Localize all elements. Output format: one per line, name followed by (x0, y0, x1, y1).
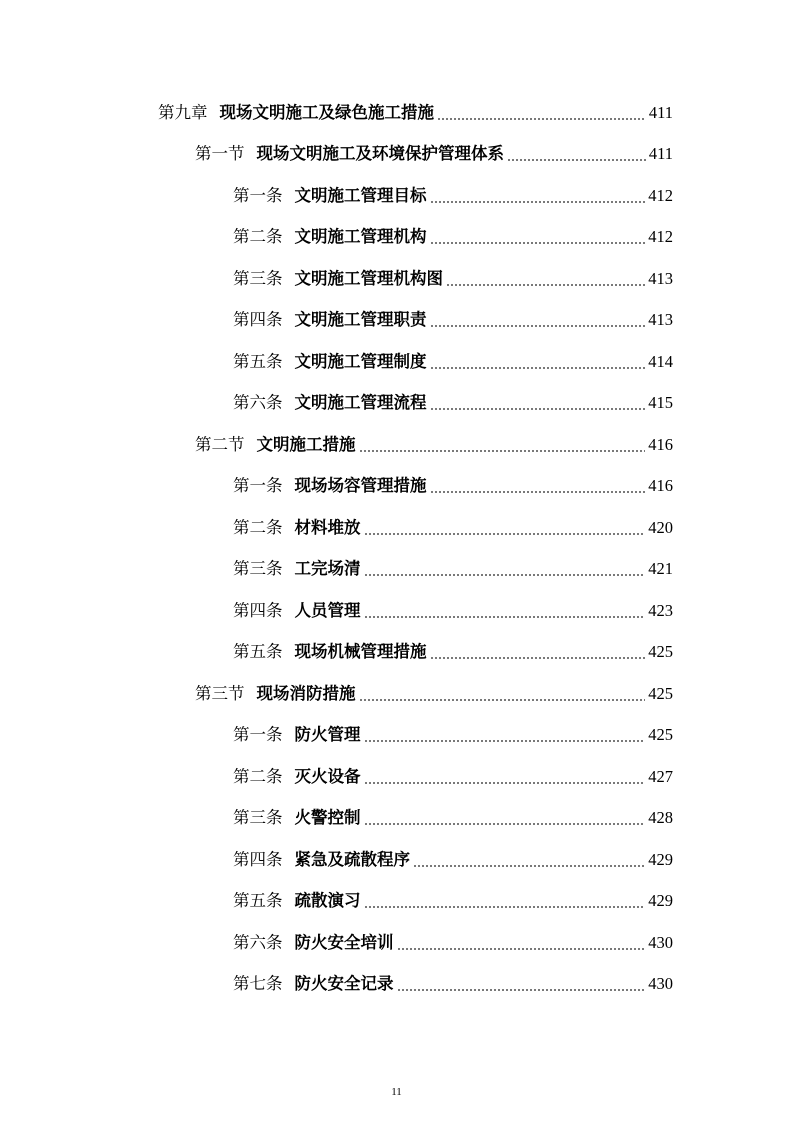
toc-entry-title: 文明施工管理制度 (294, 351, 427, 371)
toc-entry-number: 第二条 (233, 227, 283, 246)
toc-entry-page: 430 (648, 974, 673, 993)
toc-entry-title: 防火安全培训 (294, 932, 394, 952)
dot-leader (507, 146, 646, 162)
toc-entry-page: 421 (648, 559, 673, 578)
toc-entry-title: 防火安全记录 (294, 974, 394, 993)
dot-leader (364, 603, 646, 619)
toc-entry-page: 416 (648, 476, 673, 495)
toc-entry-title: 工完场清 (294, 559, 361, 578)
dot-leader (364, 561, 646, 577)
toc-article[interactable] (0, 258, 793, 300)
toc-section[interactable] (0, 424, 793, 466)
toc-entry-title: 现场文明施工及环境保护管理体系 (256, 144, 504, 163)
toc-entry-title: 现场消防措施 (256, 683, 356, 703)
toc-entry-page: 425 (648, 642, 673, 661)
toc-entry-title: 疏散演习 (294, 891, 361, 910)
dot-leader (364, 727, 646, 743)
toc-section[interactable] (0, 673, 793, 715)
toc-article[interactable] (0, 715, 793, 757)
toc-article[interactable] (0, 756, 793, 798)
dot-leader (430, 188, 646, 204)
toc-entry-title: 防火管理 (294, 725, 361, 744)
toc-entry-title: 现场场容管理措施 (294, 476, 427, 495)
toc-entry-title: 灭火设备 (294, 766, 361, 786)
toc-entry-number: 第二条 (233, 517, 283, 537)
toc-entry-title: 现场机械管理措施 (294, 642, 427, 661)
dot-leader (430, 478, 646, 494)
toc-entry-page: 416 (648, 434, 673, 454)
toc-entry-number: 第六条 (233, 393, 283, 412)
toc-entry-page: 425 (648, 725, 673, 744)
toc-entry-number: 第四条 (233, 600, 283, 620)
toc-article[interactable] (0, 341, 793, 383)
toc-article[interactable] (0, 798, 793, 840)
toc-article[interactable] (0, 549, 793, 591)
toc-entry-page: 429 (648, 891, 673, 910)
toc-entry-title: 人员管理 (294, 600, 361, 620)
dot-leader (359, 437, 646, 453)
toc-section[interactable] (0, 134, 793, 176)
dot-leader (430, 312, 646, 328)
dot-leader (430, 354, 646, 370)
toc-entry-page: 413 (648, 310, 673, 329)
toc-entry-page: 428 (648, 808, 673, 827)
toc-entry-page: 415 (648, 393, 673, 412)
toc-entry-number: 第二节 (195, 434, 245, 454)
toc-article[interactable] (0, 300, 793, 342)
toc-entry-page: 414 (648, 351, 673, 371)
dot-leader (397, 935, 646, 951)
dot-leader (446, 271, 645, 287)
toc-entry-title: 紧急及疏散程序 (294, 849, 410, 869)
toc-article[interactable] (0, 175, 793, 217)
toc-entry-title: 文明施工管理流程 (294, 393, 427, 412)
toc-article[interactable] (0, 839, 793, 881)
toc-entry-number: 第四条 (233, 849, 283, 869)
toc-entry-page: 412 (648, 185, 673, 205)
toc-article[interactable] (0, 632, 793, 674)
toc-entry-number: 第五条 (233, 351, 283, 371)
dot-leader (359, 686, 646, 702)
toc-entry-page: 411 (648, 102, 673, 122)
toc-entry-number: 第四条 (233, 310, 283, 329)
dot-leader (364, 520, 646, 536)
toc-article[interactable] (0, 507, 793, 549)
toc-entry-page: 412 (648, 227, 673, 246)
page-number: 11 (391, 1086, 402, 1098)
toc-entry-number: 第二条 (233, 766, 283, 786)
toc-entry-title: 文明施工管理职责 (294, 310, 427, 329)
toc-entry-title: 文明施工管理机构图 (294, 268, 443, 288)
toc-entry-number: 第三节 (195, 683, 245, 703)
toc-entry-number: 第六条 (233, 932, 283, 952)
toc-article[interactable] (0, 922, 793, 964)
toc-entry-title: 现场文明施工及绿色施工措施 (219, 102, 434, 122)
toc-article[interactable] (0, 881, 793, 923)
toc-entry-page: 430 (648, 932, 673, 952)
dot-leader (364, 769, 646, 785)
toc-entry-number: 第三条 (233, 559, 283, 578)
toc-entry-number: 第七条 (233, 974, 283, 993)
toc-entry-title: 材料堆放 (294, 517, 361, 537)
toc-entry-title: 文明施工管理机构 (294, 227, 427, 246)
dot-leader (430, 229, 646, 245)
toc-entry-title: 文明施工措施 (256, 434, 356, 454)
dot-leader (364, 893, 646, 909)
toc-entry-number: 第九章 (158, 102, 208, 122)
toc-entry-title: 文明施工管理目标 (294, 185, 427, 205)
toc-entry-number: 第五条 (233, 891, 283, 910)
toc-article[interactable] (0, 217, 793, 259)
table-of-contents (0, 92, 793, 1005)
toc-entry-title: 火警控制 (294, 808, 361, 827)
toc-entry-page: 425 (648, 683, 673, 703)
toc-chapter[interactable] (0, 92, 793, 134)
toc-article[interactable] (0, 964, 793, 1006)
dot-leader (364, 810, 646, 826)
toc-entry-number: 第三条 (233, 808, 283, 827)
toc-entry-number: 第一条 (233, 476, 283, 495)
dot-leader (430, 644, 646, 660)
toc-entry-number: 第五条 (233, 642, 283, 661)
dot-leader (430, 395, 646, 411)
toc-entry-page: 427 (648, 766, 673, 786)
dot-leader (413, 852, 645, 868)
toc-entry-number: 第一条 (233, 185, 283, 205)
toc-entry-page: 420 (648, 517, 673, 537)
dot-leader (397, 976, 646, 992)
toc-article[interactable] (0, 590, 793, 632)
toc-article[interactable] (0, 466, 793, 508)
toc-entry-page: 423 (648, 600, 673, 620)
toc-entry-number: 第一节 (195, 144, 245, 163)
dot-leader (437, 105, 646, 121)
toc-entry-page: 413 (648, 268, 673, 288)
toc-entry-page: 411 (648, 144, 673, 163)
toc-entry-page: 429 (648, 849, 673, 869)
toc-article[interactable] (0, 383, 793, 425)
toc-entry-number: 第三条 (233, 268, 283, 288)
toc-entry-number: 第一条 (233, 725, 283, 744)
